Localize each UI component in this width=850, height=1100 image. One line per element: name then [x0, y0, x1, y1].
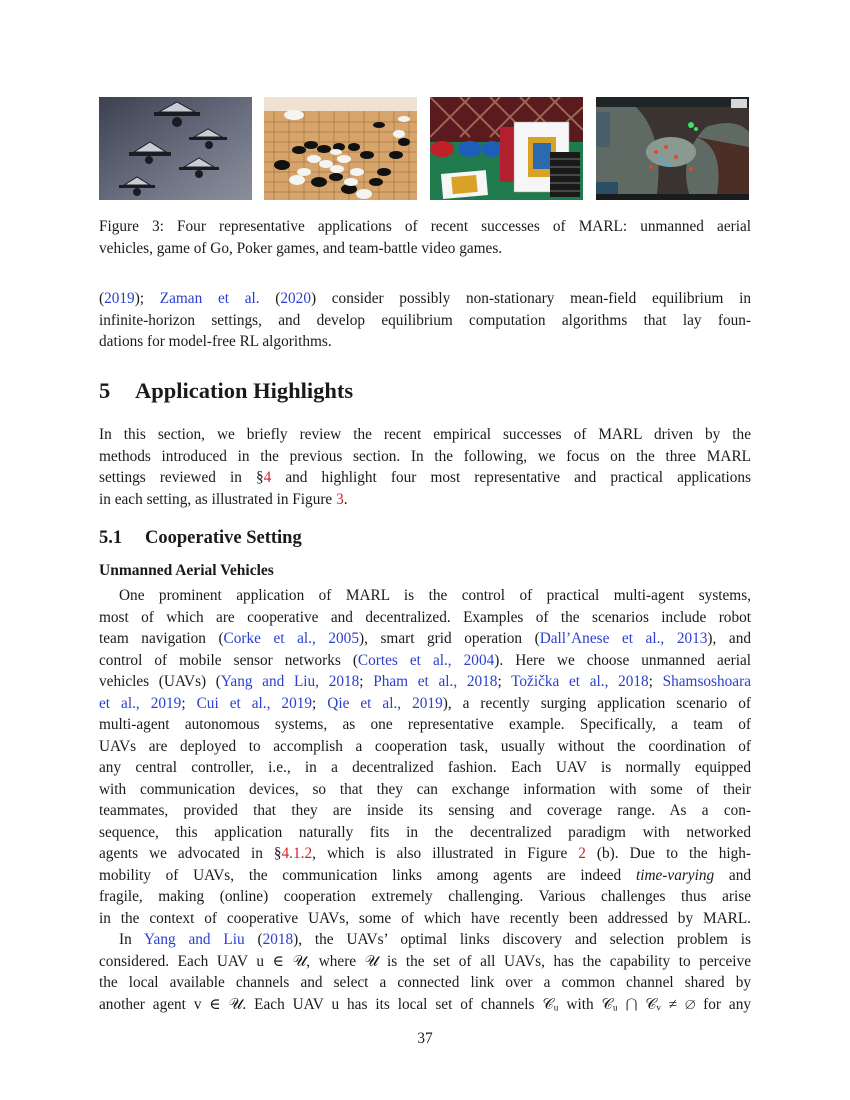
- citation-link[interactable]: 2019: [104, 290, 135, 307]
- text-line: In Yang and Liu (2018), the UAVs’ optimal links discovery and selection problem is: [119, 931, 751, 948]
- section-heading: [99, 378, 353, 404]
- figure-ref-link[interactable]: 2: [578, 845, 586, 862]
- citation-link[interactable]: Pham et al., 2018: [373, 673, 498, 690]
- subsection-number: 5.1: [99, 528, 123, 548]
- section-intro-paragraph: [99, 424, 751, 510]
- citation-link[interactable]: 2018: [262, 931, 294, 948]
- citation-link[interactable]: et al., 2019: [99, 694, 182, 712]
- text-line: multi-agent autonomous systems, as one representative example. Specifically, a team of: [99, 716, 751, 733]
- uav-image: [99, 97, 252, 200]
- section-ref-link[interactable]: 4: [263, 469, 272, 486]
- section-title: Application Highlights: [135, 378, 354, 403]
- text-line: (2019); Zaman et al. (2020) consider possibly non-stationary mean-field equilibrium in: [99, 290, 752, 307]
- text-line: vehicles (UAVs) (Yang and Liu, 2018; Pham et al., 2018; Tožička et al., 2018; Shamsoshoara: [99, 673, 751, 690]
- video-game-image: [596, 97, 749, 200]
- figure-ref-link[interactable]: 3: [336, 490, 344, 508]
- text-line: another agent v ∈ 𝒰. Each UAV u has its local set of channels 𝒞ᵤ with 𝒞ᵤ ⋂ 𝒞ᵥ ≠ ∅ for any: [99, 995, 751, 1013]
- text-line: in each setting, as illustrated in Figure 3.: [99, 490, 348, 508]
- section-number: 5: [99, 378, 111, 403]
- text-line: in the context of cooperative UAVs, some of which have recently been addressed by MARL.: [99, 909, 751, 927]
- citation-link[interactable]: Tožička et al., 2018: [511, 673, 649, 690]
- go-image: [264, 97, 417, 200]
- subsection-heading: [99, 528, 302, 549]
- text-line: et al., 2019; Cui et al., 2019; Qie et al., 2019), a recently surging application scenario of: [99, 694, 751, 712]
- section-ref-link[interactable]: 4.1.2: [281, 845, 313, 862]
- text-line: dations for model-free RL algorithms.: [99, 333, 332, 350]
- citation-link[interactable]: Yang and Liu: [144, 931, 245, 948]
- citation-link[interactable]: Cui et al., 2019: [196, 694, 313, 712]
- text-line: team navigation (Corke et al., 2005), smart grid operation (Dall’Anese et al., 2013), and: [99, 630, 752, 647]
- text-line: considered. Each UAV u ∈ 𝒰, where 𝒰 is the set of all UAVs, has the capability to perceive: [99, 952, 751, 970]
- text-line: mobility of UAVs, the communication links among agents are indeed time-varying and: [99, 866, 751, 884]
- caption-line: vehicles, game of Go, Poker games, and team-battle video games.: [99, 240, 503, 257]
- text-line: settings reviewed in §4 and highlight four most representative and practical applications: [99, 469, 751, 486]
- citation-link[interactable]: Zaman et al.: [159, 290, 260, 307]
- text-line: any central controller, i.e., in a decentralized fashion. Each UAV is normally equipped: [99, 759, 751, 776]
- text-line: sequence, this application naturally fits in the decentralized paradigm with networked: [99, 823, 751, 841]
- text-line: UAVs are deployed to accomplish a cooperation task, usually without the coordination of: [99, 737, 751, 755]
- continuation-paragraph: [99, 288, 751, 353]
- text-line: In this section, we briefly review the recent empirical successes of MARL driven by the: [99, 426, 751, 443]
- subsection-title: Cooperative Setting: [145, 528, 302, 548]
- citation-link[interactable]: Cortes et al., 2004: [357, 651, 495, 669]
- figure-3-images: [99, 97, 750, 200]
- text-line: agents we advocated in §4.1.2, which is also illustrated in Figure 2 (b). Due to the high-: [99, 845, 751, 862]
- page-number: 37: [417, 1030, 433, 1047]
- text-line: most of which are cooperative and decentralized. Examples of the scenarios include robot: [99, 608, 751, 626]
- figure-caption: [99, 216, 751, 260]
- caption-line: Figure 3: Four representative applications of recent successes of MARL: unmanned aerial: [99, 218, 751, 235]
- citation-link[interactable]: Shamsoshoara: [662, 673, 751, 690]
- citation-link[interactable]: Qie et al., 2019: [327, 694, 443, 712]
- citation-link[interactable]: Corke et al., 2005: [223, 630, 359, 647]
- text-line: control of mobile sensor networks (Cortes et al., 2004). Here we choose unmanned aerial: [99, 651, 751, 669]
- poker-image: [430, 97, 583, 200]
- citation-link[interactable]: Dall’Anese et al., 2013: [539, 630, 708, 647]
- citation-link[interactable]: Yang and Liu, 2018: [220, 673, 360, 690]
- text-line: fragile, making (online) cooperation extremely challenging. Various challenges thus arise: [99, 888, 751, 905]
- text-line: the local available channels and select a connected link over a common channel shared by: [99, 974, 751, 991]
- paragraph-heading: Unmanned Aerial Vehicles: [99, 562, 274, 579]
- text-line: teammates, provided that they are inside its sensing and coverage range. As a con-: [99, 802, 751, 819]
- text-line: infinite-horizon settings, and develop equilibrium computation algorithms that lay foun-: [99, 311, 751, 329]
- citation-link[interactable]: 2020: [280, 290, 311, 307]
- body-paragraph: [99, 585, 751, 1015]
- text-line: with communication devices, so that they can exchange information with some of their: [99, 780, 751, 798]
- text-line: One prominent application of MARL is the control of practical multi-agent systems,: [119, 587, 751, 604]
- text-line: methods introduced in the previous section. In the following, we focus on the three MARL: [99, 447, 751, 465]
